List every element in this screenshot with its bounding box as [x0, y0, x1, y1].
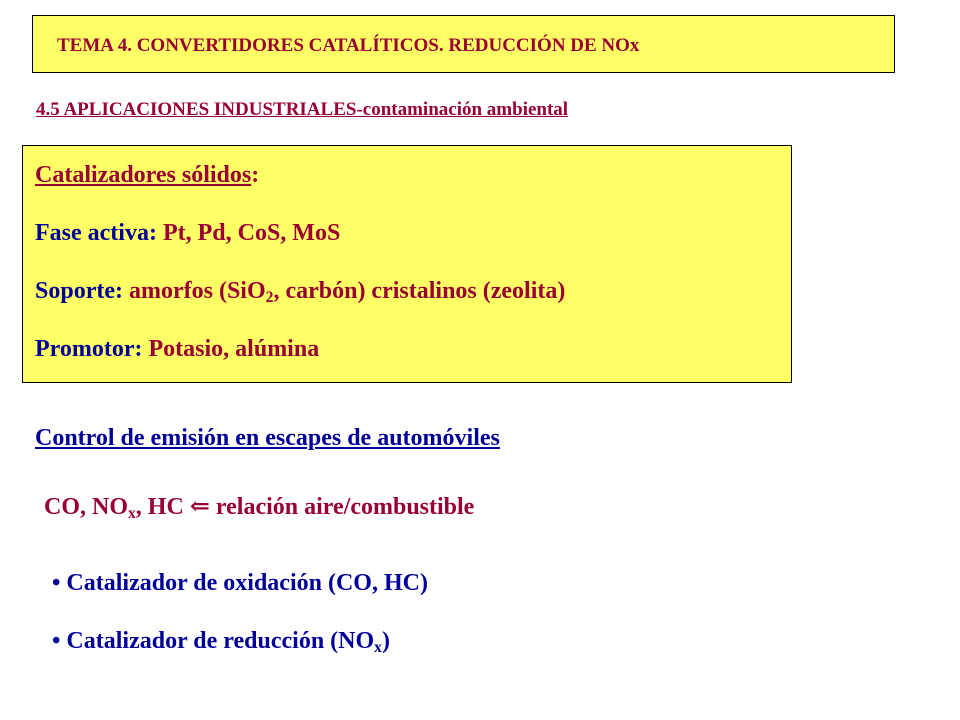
- bullet-reduction-text: [66, 628, 390, 654]
- bullet-marker-icon: •: [52, 570, 61, 596]
- support-line: [35, 278, 565, 305]
- bullet-oxidation: [52, 570, 428, 597]
- catalysts-heading: Catalizadores sólidos: [35, 162, 252, 188]
- promoter-line: [35, 336, 319, 363]
- support-label: Soporte:: [35, 278, 123, 304]
- support-value-post: , carbón) cristalinos (zeolita): [273, 278, 566, 304]
- promoter-label: Promotor:: [35, 336, 143, 362]
- support-value-pre: amorfos (SiO: [128, 278, 266, 304]
- emission-relation: [44, 491, 474, 521]
- emission-control-heading: Control de emisión en escapes de automóviles: [35, 425, 500, 451]
- title-banner: [32, 15, 895, 73]
- support-subscript: 2: [265, 288, 274, 306]
- left-arrow-icon: ⇐: [189, 494, 210, 520]
- active-phase-value: Pt, Pd, CoS, MoS: [162, 220, 341, 246]
- active-phase-label: Fase activa:: [35, 220, 157, 246]
- relation-mid: , HC: [135, 494, 184, 520]
- support-value: [129, 278, 565, 304]
- bullet-reduction: [52, 628, 390, 655]
- slide-title: TEMA 4. CONVERTIDORES CATALÍTICOS. REDUCCIÓN DE NOx: [57, 35, 640, 56]
- bullet-marker-icon: •: [52, 628, 61, 654]
- reduction-subscript: x: [374, 638, 382, 656]
- catalysts-box: [22, 145, 792, 383]
- relation-pre: CO, NO: [44, 494, 128, 520]
- bullet-oxidation-text: Catalizador de oxidación (CO, HC): [66, 570, 428, 596]
- relation-post: relación aire/combustible: [215, 494, 475, 520]
- reduction-post: ): [381, 628, 390, 654]
- relation-subscript: x: [128, 504, 136, 522]
- reduction-pre: Catalizador de reducción (NO: [66, 628, 375, 654]
- catalysts-heading-colon: :: [251, 162, 260, 188]
- catalysts-heading-line: [35, 162, 259, 189]
- section-subtitle: 4.5 APLICACIONES INDUSTRIALES-contaminación ambiental: [36, 99, 569, 120]
- promoter-value: Potasio, alúmina: [148, 336, 320, 362]
- active-phase-line: [35, 220, 340, 247]
